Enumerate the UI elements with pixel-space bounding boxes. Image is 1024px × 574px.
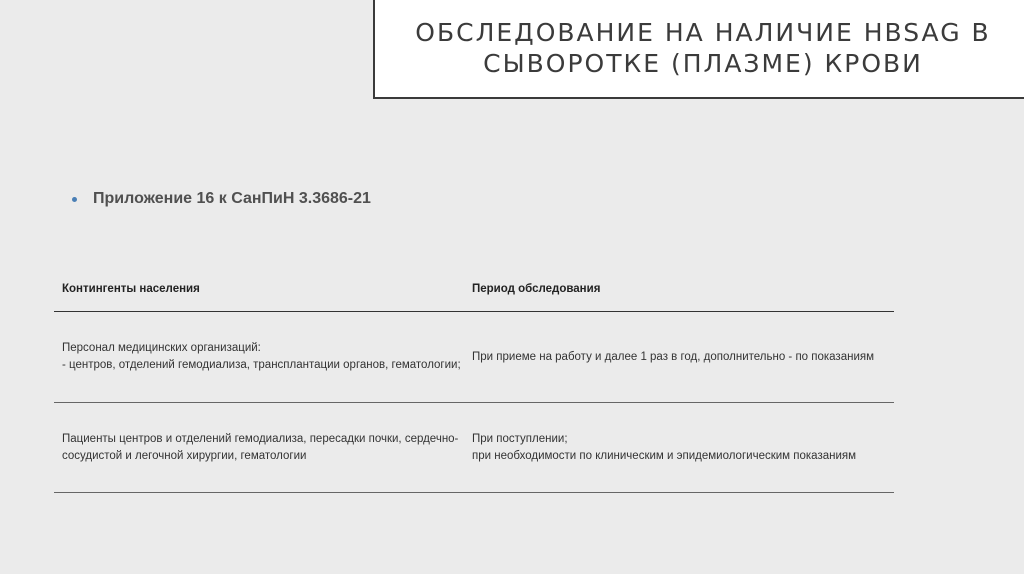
- header-contingent: Контингенты населения: [62, 283, 200, 295]
- contingent-text: Пациенты центров и отделений гемодиализа, пересадки почки, сердечно-сосудистой и легочной хирургии, гематологии: [62, 432, 459, 462]
- screening-table: [54, 268, 894, 493]
- bullet-dot-icon: [72, 197, 77, 202]
- contingent-cell: [54, 312, 464, 402]
- period-cell: [464, 403, 894, 492]
- table-row: [54, 312, 894, 403]
- contingent-text: Персонал медицинских организаций: - центров, отделений гемодиализа, трансплантации органов, гематологии;: [62, 342, 461, 371]
- title-box: [373, 0, 1024, 99]
- bullet-item: [72, 190, 371, 208]
- table-header-row: [54, 268, 894, 312]
- period-cell: [464, 312, 894, 402]
- period-text: При поступлении; при необходимости по клиническим и эпидемиологическим показаниям: [472, 432, 857, 462]
- period-text: При приеме на работу и далее 1 раз в год, дополнительно - по показаниям: [472, 350, 875, 363]
- bullet-text: Приложение 16 к СанПиН 3.3686-21: [93, 190, 371, 207]
- table-row: [54, 403, 894, 493]
- contingent-cell: [54, 403, 464, 492]
- slide-title: ОБСЛЕДОВАНИЕ НА НАЛИЧИЕ HBSAG В СЫВОРОТКЕ (ПЛАЗМЕ) КРОВИ: [415, 18, 991, 78]
- header-period: Период обследования: [472, 283, 601, 295]
